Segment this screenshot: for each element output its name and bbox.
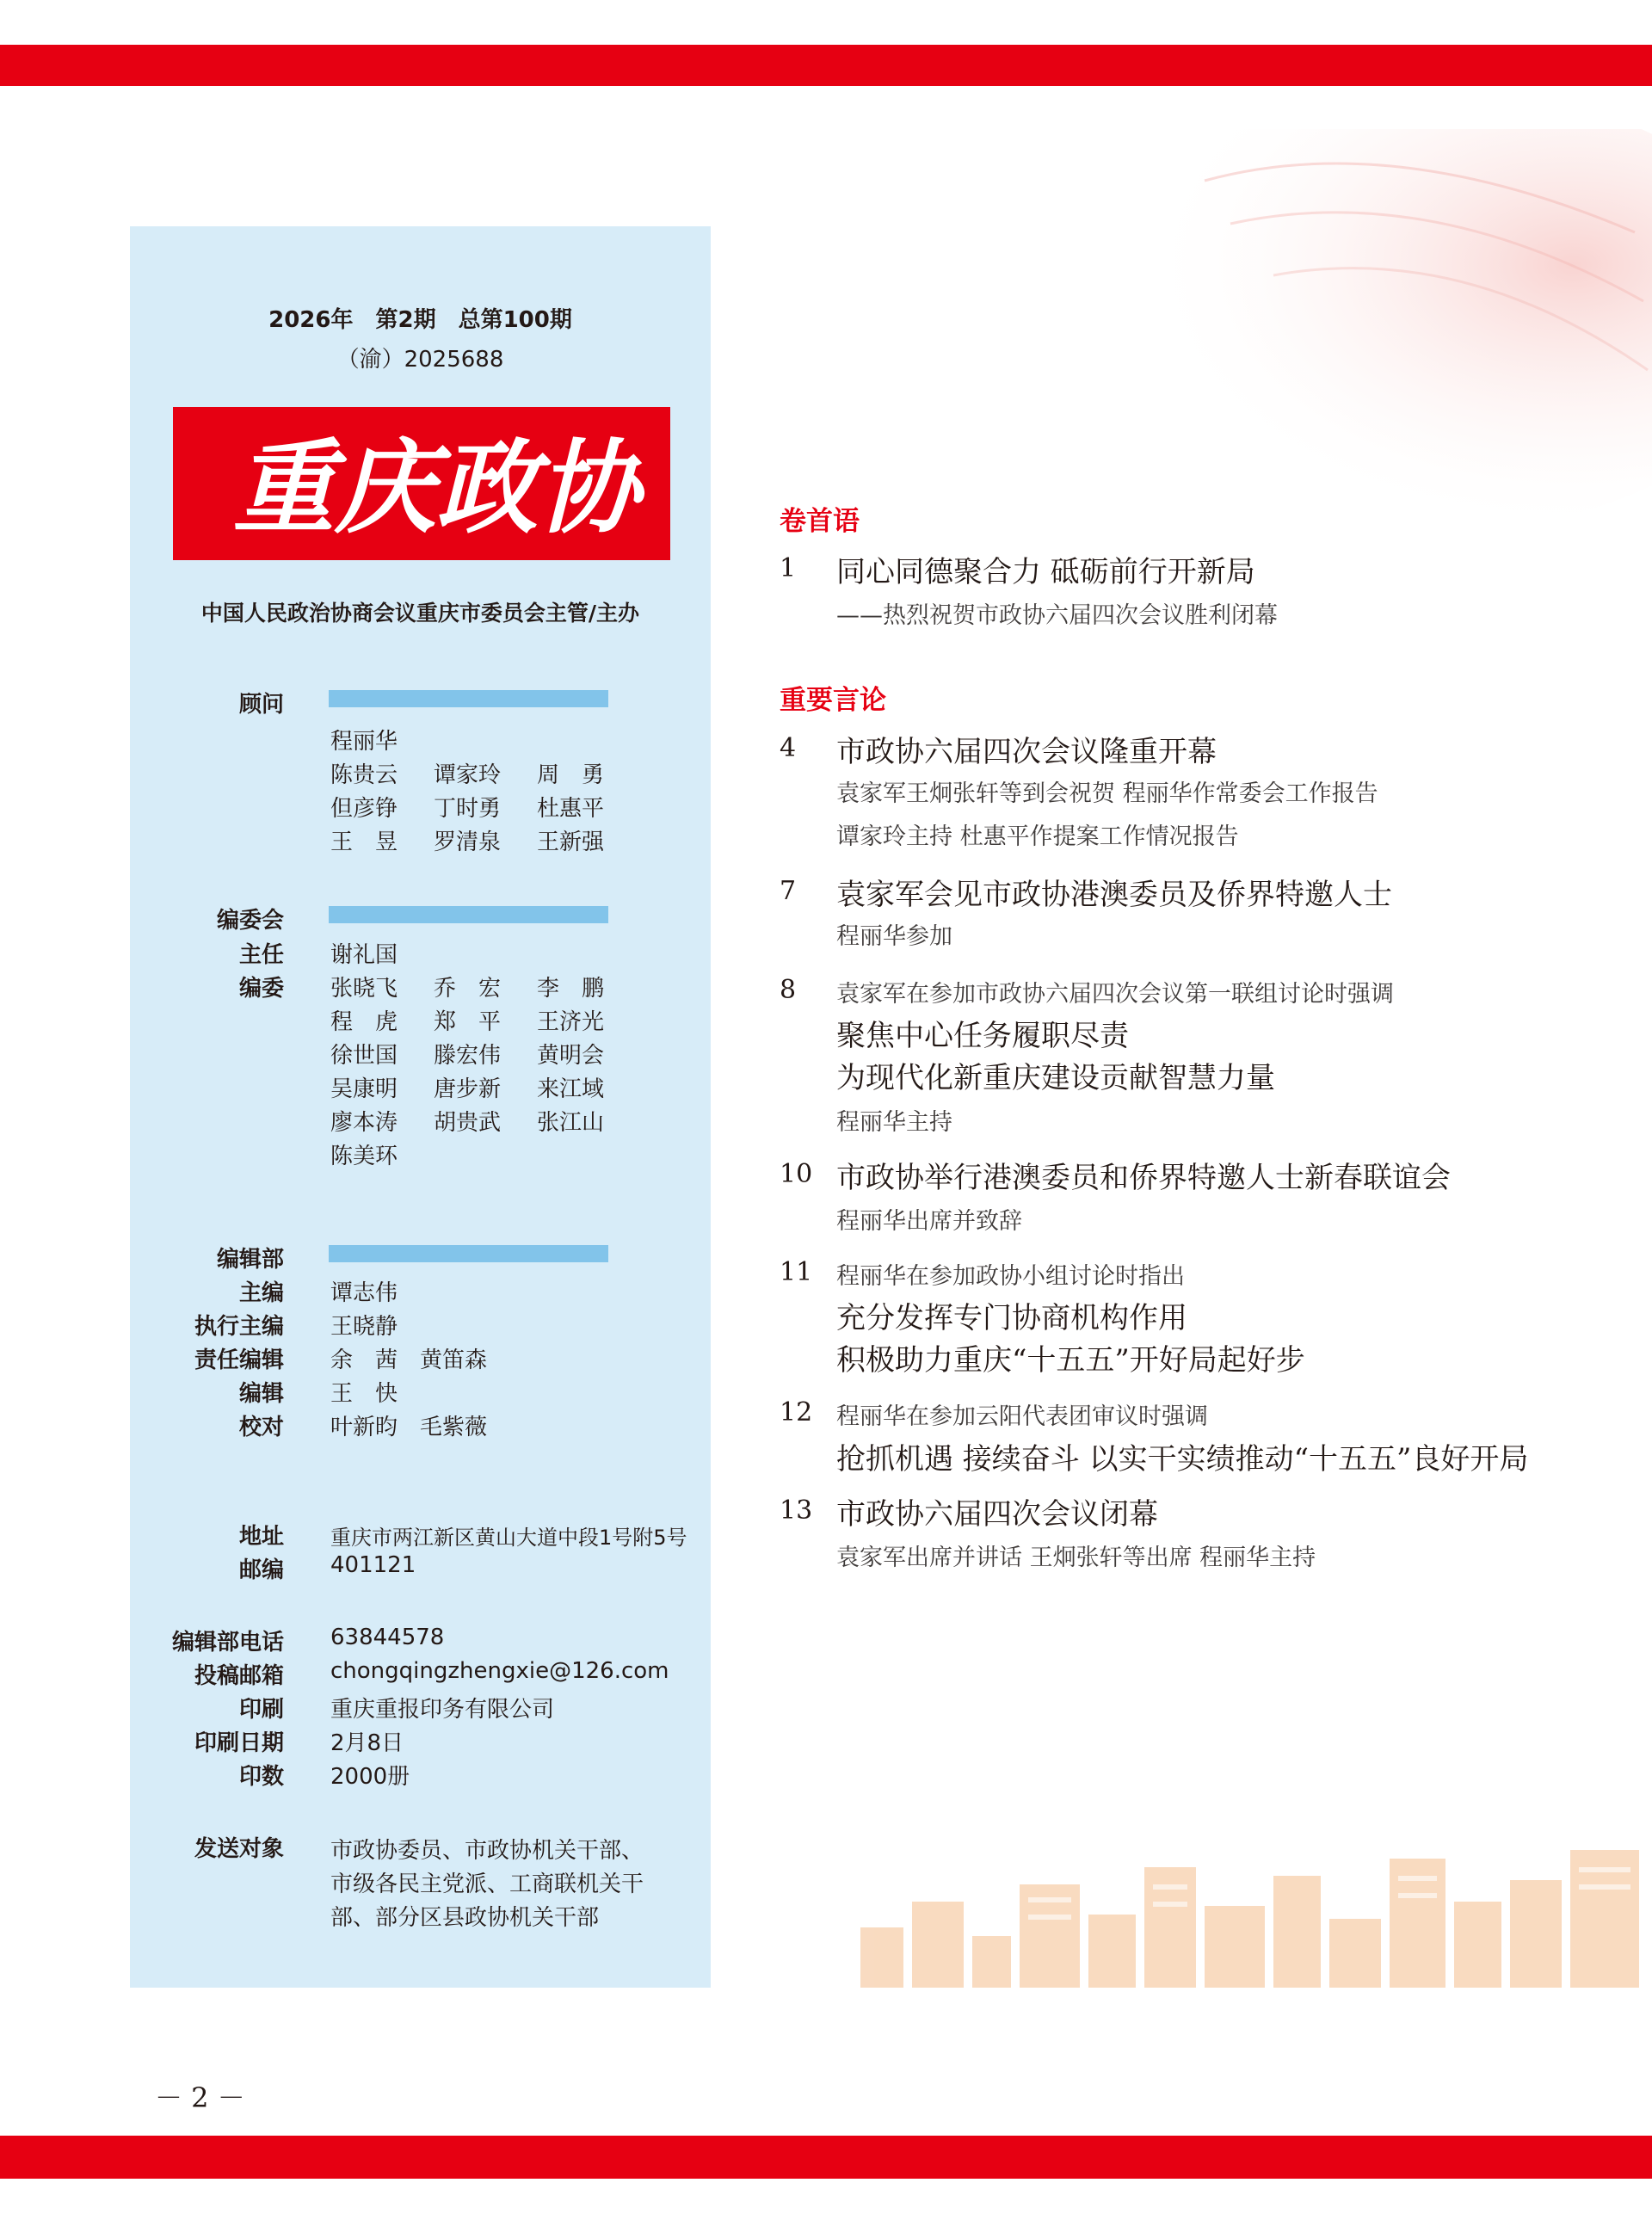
toc-entry-subtitle: 谭家玲主持 杜惠平作提案工作情况报告: [836, 823, 1239, 850]
printer-label: 印刷: [238, 1697, 284, 1723]
member-name: 乔 宏: [434, 976, 502, 1002]
editor-role-value: 余 茜 黄笛森: [330, 1347, 488, 1373]
toc-entry-pretitle: 程丽华在参加政协小组讨论时指出: [836, 1263, 1185, 1290]
distribution-label: 发送对象: [194, 1836, 284, 1862]
toc-page-number: 7: [780, 876, 797, 906]
city-skyline-illustration: [843, 1833, 1652, 1988]
director-name: 谢礼国: [330, 942, 398, 968]
member-name: 李 鹏: [537, 976, 605, 1002]
address-value: 重庆市两江新区黄山大道中段1号附5号: [330, 1526, 687, 1550]
toc-entry-pretitle: 程丽华在参加云阳代表团审议时强调: [836, 1403, 1208, 1430]
editor-role-value: 王 快: [330, 1381, 398, 1407]
advisor-name: 杜惠平: [537, 796, 605, 822]
member-name: 滕宏伟: [434, 1043, 502, 1069]
member-name: 郑 平: [434, 1009, 502, 1035]
phone-value: 63844578: [330, 1625, 445, 1650]
toc-entry-title[interactable]: 积极助力重庆“十五五”开好局起好步: [836, 1343, 1305, 1378]
toc-entry-title[interactable]: 抢抓机遇 接续奋斗 以实干实绩推动“十五五”良好开局: [836, 1442, 1529, 1477]
email-label: 投稿邮箱: [194, 1663, 284, 1689]
member-name: 程 虎: [330, 1009, 398, 1035]
toc-entry-subtitle: 袁家军王炯张轩等到会祝贺 程丽华作常委会工作报告: [836, 780, 1378, 807]
page-number: － 2 －: [155, 2081, 245, 2114]
issue-number: 2026年 第2期 总第100期: [268, 307, 572, 333]
members-label: 编委: [238, 976, 284, 1002]
masthead-panel: [130, 226, 711, 1988]
editor-role-label: 校对: [238, 1415, 284, 1440]
toc-section-heading: 卷首语: [780, 506, 860, 537]
editor-role-label: 主编: [238, 1280, 284, 1306]
member-name: 廖本涛: [330, 1110, 398, 1136]
advisor-name: 但彦铮: [330, 796, 398, 822]
toc-entry-pretitle: 袁家军在参加市政协六届四次会议第一联组讨论时强调: [836, 981, 1394, 1008]
toc-entry-title[interactable]: 充分发挥专门协商机构作用: [836, 1301, 1187, 1335]
print-run-value: 2000册: [330, 1764, 410, 1790]
editor-role-label: 执行主编: [194, 1314, 284, 1340]
advisor-name: 罗清泉: [434, 829, 502, 855]
toc-entry-title[interactable]: 聚焦中心任务履职尽责: [836, 1019, 1129, 1053]
advisors-label: 顾问: [238, 692, 284, 718]
editor-role-value: 王晓静: [330, 1314, 398, 1340]
toc-page-number: 13: [780, 1495, 813, 1526]
printer-value: 重庆重报印务有限公司: [330, 1697, 555, 1723]
section-rule: [329, 906, 608, 923]
toc-entry-title[interactable]: 市政协六届四次会议闭幕: [836, 1497, 1158, 1532]
toc-page-number: 1: [780, 553, 797, 583]
decorative-swirl: [946, 129, 1652, 559]
section-rule: [329, 1245, 608, 1262]
advisor-name: 谭家玲: [434, 762, 502, 788]
sponsor-line: 中国人民政治协商会议重庆市委员会主管/主办: [200, 601, 640, 626]
toc-entry-title[interactable]: 袁家军会见市政协港澳委员及侨界特邀人士: [836, 878, 1392, 912]
phone-label: 编辑部电话: [171, 1630, 284, 1656]
toc-page-number: 11: [780, 1257, 813, 1287]
editor-role-label: 编辑: [238, 1381, 284, 1407]
distribution-line: 市级各民主党派、工商联机关干: [330, 1871, 644, 1897]
advisor-name: 陈贵云: [330, 762, 398, 788]
toc-entry-subtitle: ——热烈祝贺市政协六届四次会议胜利闭幕: [836, 602, 1278, 629]
director-label: 主任: [238, 942, 284, 968]
registration-number: （渝）2025688: [336, 347, 504, 373]
top-red-bar: [0, 45, 1652, 86]
member-name: 吴康明: [330, 1076, 398, 1102]
toc-page-number: 10: [780, 1159, 813, 1189]
email-value: chongqingzhengxie@126.com: [330, 1658, 669, 1684]
member-name: 来江域: [537, 1076, 605, 1102]
print-run-label: 印数: [238, 1764, 284, 1790]
toc-entry-title[interactable]: 市政协六届四次会议隆重开幕: [836, 735, 1217, 769]
print-date-value: 2月8日: [330, 1730, 404, 1756]
toc-page-number: 4: [780, 733, 797, 763]
editor-role-value: 谭志伟: [330, 1280, 398, 1306]
member-name: 张晓飞: [330, 976, 398, 1002]
member-name: 黄明会: [537, 1043, 605, 1069]
magazine-logo: [173, 407, 670, 560]
advisor-name: 王 昱: [330, 829, 398, 855]
postcode-label: 邮编: [238, 1557, 284, 1583]
toc-entry-subtitle: 程丽华出席并致辞: [836, 1208, 1022, 1235]
distribution-line: 部、部分区县政协机关干部: [330, 1905, 600, 1931]
toc-section-heading: 重要言论: [780, 685, 886, 716]
toc-entry-title[interactable]: 为现代化新重庆建设贡献智慧力量: [836, 1061, 1275, 1095]
magazine-logo-art: [173, 407, 670, 560]
toc-entry-title[interactable]: 同心同德聚合力 砥砺前行开新局: [836, 555, 1255, 589]
toc-entry-subtitle: 袁家军出席并讲话 王炯张轩等出席 程丽华主持: [836, 1545, 1316, 1571]
toc-page-number: 12: [780, 1397, 813, 1427]
member-name: 张江山: [537, 1110, 605, 1136]
editorial-dept-label: 编辑部: [216, 1247, 284, 1273]
section-rule: [329, 690, 608, 707]
logo-calligraphy: 重庆政协: [233, 428, 640, 547]
member-name: 陈美环: [330, 1144, 398, 1169]
distribution-line: 市政协委员、市政协机关干部、: [330, 1838, 644, 1864]
print-date-label: 印刷日期: [194, 1730, 284, 1756]
editor-role-value: 叶新昀 毛紫薇: [330, 1415, 488, 1440]
bottom-red-bar: [0, 2136, 1652, 2179]
postcode-value: 401121: [330, 1552, 416, 1578]
editor-role-label: 责任编辑: [194, 1347, 284, 1373]
toc-entry-title[interactable]: 市政协举行港澳委员和侨界特邀人士新春联谊会: [836, 1161, 1451, 1195]
advisor-name: 周 勇: [537, 762, 605, 788]
advisor-name: 丁时勇: [434, 796, 502, 822]
member-name: 胡贵武: [434, 1110, 502, 1136]
address-label: 地址: [238, 1524, 284, 1550]
toc-entry-subtitle: 程丽华参加: [836, 923, 952, 950]
toc-page-number: 8: [780, 975, 797, 1005]
member-name: 王济光: [537, 1009, 605, 1035]
toc-entry-subtitle: 程丽华主持: [836, 1109, 952, 1136]
advisor-name: 程丽华: [330, 729, 398, 755]
advisor-name: 王新强: [537, 829, 605, 855]
member-name: 徐世国: [330, 1043, 398, 1069]
editorial-board-label: 编委会: [216, 908, 284, 934]
member-name: 唐步新: [434, 1076, 502, 1102]
